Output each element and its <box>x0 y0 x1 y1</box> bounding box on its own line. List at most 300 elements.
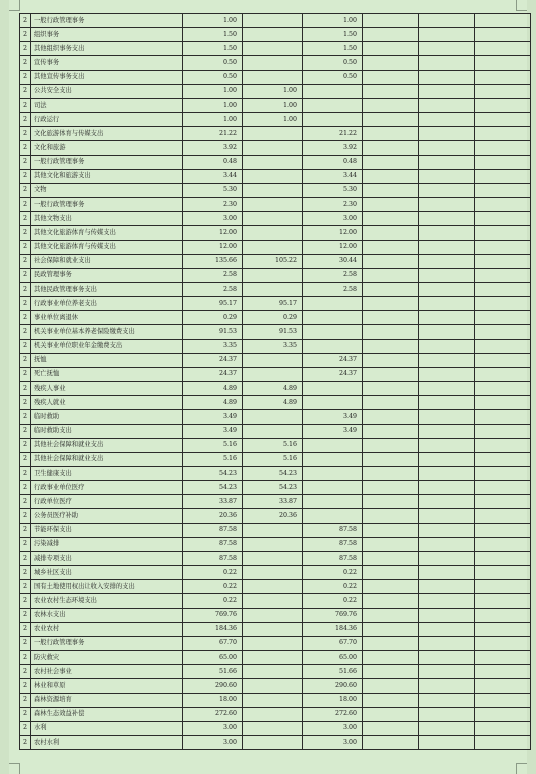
item-name-cell: 林业和草原 <box>31 679 183 693</box>
basic-expenditure-cell <box>243 212 303 226</box>
table-row <box>20 452 531 466</box>
total-cell: 2.30 <box>183 198 243 212</box>
table-row <box>20 113 531 127</box>
project-expenditure-cell: 5.30 <box>303 183 363 197</box>
empty-cell <box>419 70 475 84</box>
empty-cell <box>363 580 419 594</box>
empty-cell <box>419 183 475 197</box>
empty-cell <box>419 127 475 141</box>
total-cell: 290.60 <box>183 679 243 693</box>
item-name-cell: 城乡社区支出 <box>31 566 183 580</box>
item-name-cell: 其他社会保障和就业支出 <box>31 452 183 466</box>
row-level-cell: 2 <box>20 495 31 509</box>
empty-cell <box>419 495 475 509</box>
row-level-cell: 2 <box>20 551 31 565</box>
empty-cell <box>363 240 419 254</box>
total-cell: 1.00 <box>183 84 243 98</box>
table-row <box>20 693 531 707</box>
table-row <box>20 42 531 56</box>
empty-cell <box>419 509 475 523</box>
project-expenditure-cell: 3.44 <box>303 169 363 183</box>
total-cell: 33.87 <box>183 495 243 509</box>
item-name-cell: 其他组织事务支出 <box>31 42 183 56</box>
empty-cell <box>475 523 531 537</box>
basic-expenditure-cell: 3.35 <box>243 339 303 353</box>
row-level-cell: 2 <box>20 608 31 622</box>
empty-cell <box>475 226 531 240</box>
project-expenditure-cell <box>303 495 363 509</box>
table-row <box>20 84 531 98</box>
empty-cell <box>363 537 419 551</box>
crop-mark-top-right <box>516 0 527 11</box>
row-level-cell: 2 <box>20 325 31 339</box>
project-expenditure-cell: 51.66 <box>303 665 363 679</box>
empty-cell <box>475 240 531 254</box>
basic-expenditure-cell <box>243 410 303 424</box>
total-cell: 184.36 <box>183 622 243 636</box>
table-row <box>20 594 531 608</box>
total-cell: 18.00 <box>183 693 243 707</box>
basic-expenditure-cell <box>243 198 303 212</box>
basic-expenditure-cell: 1.00 <box>243 84 303 98</box>
table-row <box>20 169 531 183</box>
basic-expenditure-cell <box>243 56 303 70</box>
item-name-cell: 行政单位医疗 <box>31 495 183 509</box>
table-row <box>20 70 531 84</box>
item-name-cell: 临时救助 <box>31 410 183 424</box>
empty-cell <box>419 84 475 98</box>
item-name-cell: 一般行政管理事务 <box>31 155 183 169</box>
table-row <box>20 226 531 240</box>
empty-cell <box>419 56 475 70</box>
table-row <box>20 481 531 495</box>
row-level-cell: 2 <box>20 580 31 594</box>
empty-cell <box>363 297 419 311</box>
total-cell: 3.49 <box>183 424 243 438</box>
total-cell: 272.60 <box>183 707 243 721</box>
item-name-cell: 其他文化和旅游支出 <box>31 169 183 183</box>
project-expenditure-cell: 1.00 <box>303 14 363 28</box>
empty-cell <box>363 693 419 707</box>
empty-cell <box>475 382 531 396</box>
row-level-cell: 2 <box>20 651 31 665</box>
project-expenditure-cell <box>303 311 363 325</box>
item-name-cell: 森林资源培育 <box>31 693 183 707</box>
empty-cell <box>363 183 419 197</box>
total-cell: 2.58 <box>183 268 243 282</box>
table-row <box>20 735 531 749</box>
empty-cell <box>475 651 531 665</box>
project-expenditure-cell: 87.58 <box>303 523 363 537</box>
basic-expenditure-cell: 4.89 <box>243 396 303 410</box>
basic-expenditure-cell <box>243 707 303 721</box>
total-cell: 67.70 <box>183 636 243 650</box>
project-expenditure-cell: 3.49 <box>303 424 363 438</box>
basic-expenditure-cell <box>243 566 303 580</box>
empty-cell <box>419 608 475 622</box>
basic-expenditure-cell <box>243 608 303 622</box>
total-cell: 1.50 <box>183 42 243 56</box>
empty-cell <box>363 495 419 509</box>
item-name-cell: 农林水支出 <box>31 608 183 622</box>
empty-cell <box>363 679 419 693</box>
basic-expenditure-cell <box>243 226 303 240</box>
empty-cell <box>475 127 531 141</box>
empty-cell <box>363 141 419 155</box>
empty-cell <box>475 14 531 28</box>
table-row <box>20 14 531 28</box>
basic-expenditure-cell: 54.23 <box>243 467 303 481</box>
total-cell: 2.58 <box>183 282 243 296</box>
table-row <box>20 325 531 339</box>
expenditure-table-body <box>20 14 531 750</box>
basic-expenditure-cell: 20.36 <box>243 509 303 523</box>
item-name-cell: 一般行政管理事务 <box>31 198 183 212</box>
total-cell: 20.36 <box>183 509 243 523</box>
empty-cell <box>363 169 419 183</box>
table-row <box>20 254 531 268</box>
project-expenditure-cell: 0.22 <box>303 580 363 594</box>
basic-expenditure-cell: 0.29 <box>243 311 303 325</box>
empty-cell <box>419 481 475 495</box>
empty-cell <box>419 410 475 424</box>
empty-cell <box>419 169 475 183</box>
project-expenditure-cell <box>303 382 363 396</box>
item-name-cell: 行政事业单位养老支出 <box>31 297 183 311</box>
basic-expenditure-cell: 91.53 <box>243 325 303 339</box>
table-row <box>20 410 531 424</box>
empty-cell <box>475 367 531 381</box>
row-level-cell: 2 <box>20 311 31 325</box>
empty-cell <box>475 84 531 98</box>
total-cell: 87.58 <box>183 523 243 537</box>
item-name-cell: 死亡抚恤 <box>31 367 183 381</box>
basic-expenditure-cell: 1.00 <box>243 98 303 112</box>
total-cell: 0.50 <box>183 56 243 70</box>
project-expenditure-cell <box>303 339 363 353</box>
item-name-cell: 组织事务 <box>31 28 183 42</box>
item-name-cell: 公共安全支出 <box>31 84 183 98</box>
total-cell: 24.37 <box>183 353 243 367</box>
basic-expenditure-cell <box>243 282 303 296</box>
item-name-cell: 森林生态效益补偿 <box>31 707 183 721</box>
empty-cell <box>419 254 475 268</box>
empty-cell <box>475 339 531 353</box>
empty-cell <box>363 467 419 481</box>
empty-cell <box>475 509 531 523</box>
row-level-cell: 2 <box>20 452 31 466</box>
project-expenditure-cell: 12.00 <box>303 226 363 240</box>
basic-expenditure-cell <box>243 240 303 254</box>
basic-expenditure-cell: 5.16 <box>243 438 303 452</box>
table-row <box>20 141 531 155</box>
total-cell: 12.00 <box>183 226 243 240</box>
table-row <box>20 155 531 169</box>
empty-cell <box>363 452 419 466</box>
row-level-cell: 2 <box>20 410 31 424</box>
item-name-cell: 农村水利 <box>31 735 183 749</box>
basic-expenditure-cell <box>243 523 303 537</box>
total-cell: 87.58 <box>183 551 243 565</box>
table-row <box>20 537 531 551</box>
row-level-cell: 2 <box>20 523 31 537</box>
basic-expenditure-cell <box>243 127 303 141</box>
row-level-cell: 2 <box>20 622 31 636</box>
item-name-cell: 民政管理事务 <box>31 268 183 282</box>
empty-cell <box>475 42 531 56</box>
empty-cell <box>475 580 531 594</box>
empty-cell <box>363 566 419 580</box>
item-name-cell: 文化和旅游 <box>31 141 183 155</box>
total-cell: 0.29 <box>183 311 243 325</box>
total-cell: 54.23 <box>183 467 243 481</box>
project-expenditure-cell: 1.50 <box>303 42 363 56</box>
empty-cell <box>363 113 419 127</box>
total-cell: 135.66 <box>183 254 243 268</box>
basic-expenditure-cell <box>243 268 303 282</box>
empty-cell <box>475 28 531 42</box>
item-name-cell: 农业农村 <box>31 622 183 636</box>
project-expenditure-cell <box>303 396 363 410</box>
basic-expenditure-cell: 5.16 <box>243 452 303 466</box>
empty-cell <box>363 155 419 169</box>
total-cell: 5.16 <box>183 452 243 466</box>
total-cell: 91.53 <box>183 325 243 339</box>
table-row <box>20 523 531 537</box>
empty-cell <box>419 693 475 707</box>
empty-cell <box>419 367 475 381</box>
empty-cell <box>475 212 531 226</box>
empty-cell <box>475 297 531 311</box>
project-expenditure-cell: 0.50 <box>303 56 363 70</box>
empty-cell <box>475 693 531 707</box>
total-cell: 1.50 <box>183 28 243 42</box>
empty-cell <box>363 98 419 112</box>
table-row <box>20 127 531 141</box>
empty-cell <box>475 495 531 509</box>
empty-cell <box>475 735 531 749</box>
item-name-cell: 事业单位离退休 <box>31 311 183 325</box>
empty-cell <box>363 410 419 424</box>
empty-cell <box>419 721 475 735</box>
total-cell: 1.00 <box>183 14 243 28</box>
empty-cell <box>419 42 475 56</box>
basic-expenditure-cell <box>243 367 303 381</box>
empty-cell <box>419 155 475 169</box>
table-row <box>20 495 531 509</box>
total-cell: 4.89 <box>183 382 243 396</box>
project-expenditure-cell: 0.22 <box>303 594 363 608</box>
empty-cell <box>363 396 419 410</box>
empty-cell <box>475 98 531 112</box>
total-cell: 3.00 <box>183 735 243 749</box>
row-level-cell: 2 <box>20 169 31 183</box>
table-row <box>20 28 531 42</box>
table-row <box>20 651 531 665</box>
total-cell: 5.16 <box>183 438 243 452</box>
empty-cell <box>363 28 419 42</box>
row-level-cell: 2 <box>20 183 31 197</box>
basic-expenditure-cell: 54.23 <box>243 481 303 495</box>
item-name-cell: 司法 <box>31 98 183 112</box>
empty-cell <box>419 452 475 466</box>
row-level-cell: 2 <box>20 467 31 481</box>
table-row <box>20 212 531 226</box>
basic-expenditure-cell <box>243 70 303 84</box>
empty-cell <box>419 141 475 155</box>
project-expenditure-cell: 3.00 <box>303 721 363 735</box>
item-name-cell: 防灾救灾 <box>31 651 183 665</box>
table-row <box>20 622 531 636</box>
empty-cell <box>475 56 531 70</box>
total-cell: 3.00 <box>183 721 243 735</box>
empty-cell <box>419 636 475 650</box>
empty-cell <box>363 353 419 367</box>
empty-cell <box>475 679 531 693</box>
table-row <box>20 467 531 481</box>
empty-cell <box>475 169 531 183</box>
table-row <box>20 198 531 212</box>
basic-expenditure-cell <box>243 594 303 608</box>
empty-cell <box>419 282 475 296</box>
table-row <box>20 382 531 396</box>
empty-cell <box>363 509 419 523</box>
row-level-cell: 2 <box>20 268 31 282</box>
project-expenditure-cell <box>303 438 363 452</box>
row-level-cell: 2 <box>20 84 31 98</box>
total-cell: 12.00 <box>183 240 243 254</box>
empty-cell <box>363 608 419 622</box>
empty-cell <box>475 198 531 212</box>
empty-cell <box>419 311 475 325</box>
empty-cell <box>419 735 475 749</box>
total-cell: 3.35 <box>183 339 243 353</box>
empty-cell <box>419 98 475 112</box>
empty-cell <box>363 367 419 381</box>
basic-expenditure-cell <box>243 721 303 735</box>
total-cell: 4.89 <box>183 396 243 410</box>
empty-cell <box>419 622 475 636</box>
basic-expenditure-cell <box>243 424 303 438</box>
empty-cell <box>363 268 419 282</box>
project-expenditure-cell: 67.70 <box>303 636 363 650</box>
total-cell: 1.00 <box>183 98 243 112</box>
table-row <box>20 665 531 679</box>
empty-cell <box>363 523 419 537</box>
item-name-cell: 其他宣传事务支出 <box>31 70 183 84</box>
empty-cell <box>475 594 531 608</box>
basic-expenditure-cell <box>243 735 303 749</box>
empty-cell <box>419 198 475 212</box>
project-expenditure-cell: 290.60 <box>303 679 363 693</box>
empty-cell <box>363 438 419 452</box>
total-cell: 51.66 <box>183 665 243 679</box>
project-expenditure-cell <box>303 509 363 523</box>
total-cell: 0.48 <box>183 155 243 169</box>
empty-cell <box>363 70 419 84</box>
empty-cell <box>419 226 475 240</box>
empty-cell <box>475 325 531 339</box>
empty-cell <box>419 594 475 608</box>
empty-cell <box>475 113 531 127</box>
project-expenditure-cell: 12.00 <box>303 240 363 254</box>
table-row <box>20 183 531 197</box>
empty-cell <box>475 665 531 679</box>
item-name-cell: 水利 <box>31 721 183 735</box>
basic-expenditure-cell <box>243 155 303 169</box>
row-level-cell: 2 <box>20 56 31 70</box>
empty-cell <box>475 410 531 424</box>
basic-expenditure-cell <box>243 679 303 693</box>
table-row <box>20 367 531 381</box>
empty-cell <box>475 396 531 410</box>
table-row <box>20 282 531 296</box>
table-row <box>20 98 531 112</box>
basic-expenditure-cell <box>243 665 303 679</box>
row-level-cell: 2 <box>20 665 31 679</box>
item-name-cell: 机关事业单位基本养老保险缴费支出 <box>31 325 183 339</box>
empty-cell <box>363 622 419 636</box>
table-row <box>20 311 531 325</box>
project-expenditure-cell: 2.58 <box>303 282 363 296</box>
row-level-cell: 2 <box>20 424 31 438</box>
empty-cell <box>419 212 475 226</box>
crop-mark-bottom-left <box>9 763 20 774</box>
basic-expenditure-cell <box>243 551 303 565</box>
row-level-cell: 2 <box>20 113 31 127</box>
empty-cell <box>419 679 475 693</box>
project-expenditure-cell: 2.58 <box>303 268 363 282</box>
basic-expenditure-cell <box>243 14 303 28</box>
row-level-cell: 2 <box>20 438 31 452</box>
empty-cell <box>419 325 475 339</box>
table-row <box>20 608 531 622</box>
project-expenditure-cell <box>303 325 363 339</box>
empty-cell <box>363 651 419 665</box>
row-level-cell: 2 <box>20 98 31 112</box>
row-level-cell: 2 <box>20 707 31 721</box>
table-row <box>20 56 531 70</box>
empty-cell <box>419 14 475 28</box>
table-row <box>20 297 531 311</box>
item-name-cell: 农村社会事业 <box>31 665 183 679</box>
empty-cell <box>419 523 475 537</box>
empty-cell <box>363 665 419 679</box>
item-name-cell: 社会保障和就业支出 <box>31 254 183 268</box>
basic-expenditure-cell <box>243 636 303 650</box>
empty-cell <box>475 424 531 438</box>
item-name-cell: 行政事业单位医疗 <box>31 481 183 495</box>
empty-cell <box>363 325 419 339</box>
table-row <box>20 268 531 282</box>
project-expenditure-cell: 3.00 <box>303 212 363 226</box>
empty-cell <box>475 467 531 481</box>
row-level-cell: 2 <box>20 509 31 523</box>
table-row <box>20 339 531 353</box>
empty-cell <box>419 28 475 42</box>
item-name-cell: 卫生健康支出 <box>31 467 183 481</box>
table-row <box>20 509 531 523</box>
item-name-cell: 其他民政管理事务支出 <box>31 282 183 296</box>
row-level-cell: 2 <box>20 226 31 240</box>
empty-cell <box>475 254 531 268</box>
row-level-cell: 2 <box>20 339 31 353</box>
basic-expenditure-cell <box>243 183 303 197</box>
total-cell: 65.00 <box>183 651 243 665</box>
item-name-cell: 机关事业单位职业年金缴费支出 <box>31 339 183 353</box>
empty-cell <box>419 438 475 452</box>
basic-expenditure-cell <box>243 693 303 707</box>
